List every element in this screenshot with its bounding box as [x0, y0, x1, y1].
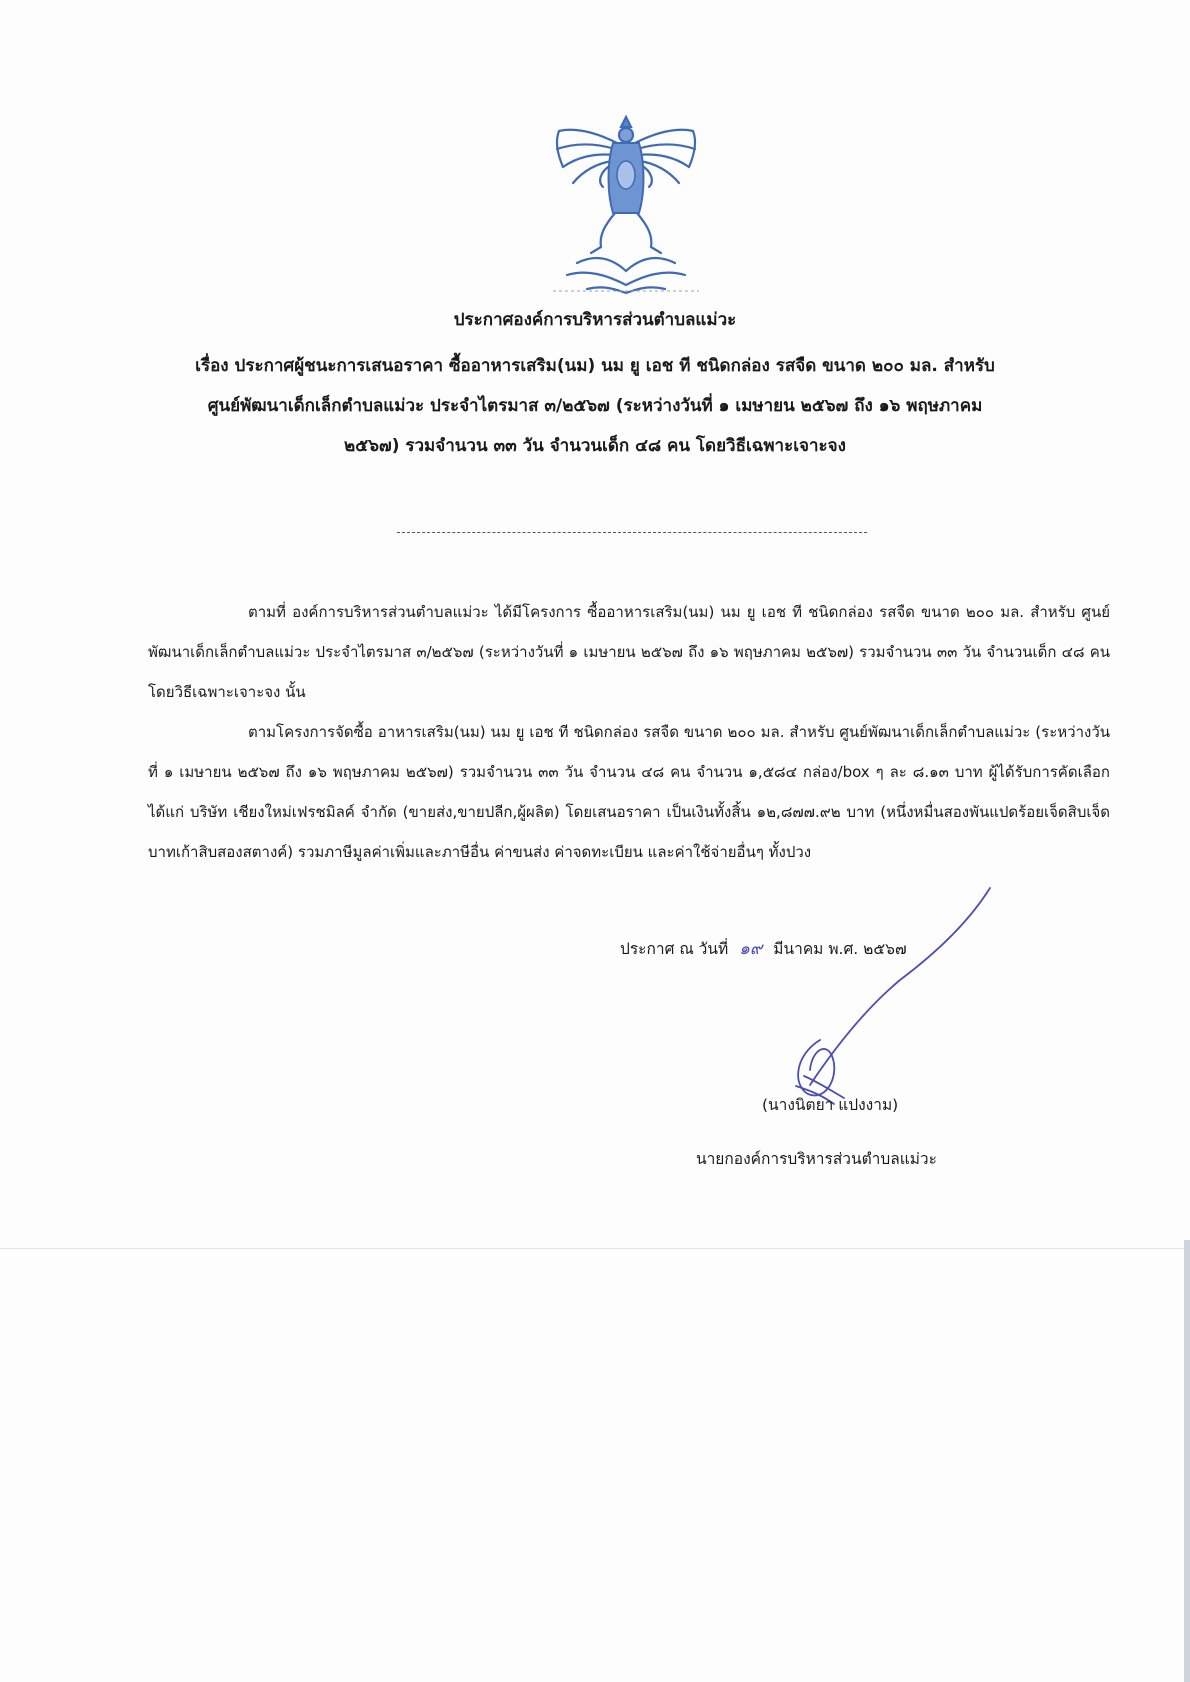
- body-paragraph-2: ตามโครงการจัดซื้อ อาหารเสริม(นม) นม ยู เอช ที ชนิดกล่อง รสจืด ขนาด ๒๐๐ มล. สำหรับ ศูนย์พัฒนาเด็กเล็กตำบลแม่วะ (ระหว่างวันที่ ๑ เมษายน ๒๕๖๗ ถึง ๑๖ พฤษภาคม ๒๕๖๗) รวมจำนวน ๓๓ วัน จำนวน ๔๘ คน จำนวน ๑,๕๘๔ กล่อง/box ๆ ละ ๘.๑๓ บาท ผู้ได้รับการคัดเลือก ได้แก่ บริษัท เชียงใหม่เฟรชมิลค์ จำกัด (ขายส่ง,ขายปลีก,ผู้ผลิต) โดยเสนอราคา เป็นเงินทั้งสิ้น ๑๒,๘๗๗.๙๒ บาท (หนึ่งหมื่นสองพันแปดร้อยเจ็ดสิบเจ็ดบาทเก้าสิบสองสตางค์) รวมภาษีมูลค่าเพิ่มและภาษีอื่น ค่าขนส่ง ค่าจดทะเบียน และค่าใช้จ่ายอื่นๆ ทั้งปวง: [148, 723, 1110, 861]
- announcement-subject: [150, 346, 1040, 466]
- announce-month-year: มีนาคม พ.ศ. ๒๕๖๗: [773, 940, 907, 958]
- body-paragraph-1: ตามที่ องค์การบริหารส่วนตำบลแม่วะ ได้มีโครงการ ซื้ออาหารเสริม(นม) นม ยู เอช ที ชนิดกล่อง รสจืด ขนาด ๒๐๐ มล. สำหรับ ศูนย์พัฒนาเด็กเล็กตำบลแม่วะ ประจำไตรมาส ๓/๒๕๖๗ (ระหว่างวันที่ ๑ เมษายน ๒๕๖๗ ถึง ๑๖ พฤษภาคม ๒๕๖๗) รวมจำนวน ๓๓ วัน จำนวนเด็ก ๔๘ คน โดยวิธีเฉพาะเจาะจง นั้น: [148, 603, 1110, 701]
- signer-position: นายกองค์การบริหารส่วนตำบลแม่วะ: [696, 1150, 937, 1168]
- garuda-emblem-icon: [547, 113, 705, 295]
- signer-name: (นางนิตยา แปงงาม): [762, 1096, 899, 1114]
- organization-title: ประกาศองค์การบริหารส่วนตำบลแม่วะ: [453, 310, 737, 330]
- section-divider: [397, 532, 867, 533]
- scan-edge-shadow: [1184, 1240, 1190, 1682]
- announce-prefix: ประกาศ ณ วันที่: [620, 940, 729, 958]
- subject-line: เรื่อง ประกาศผู้ชนะการเสนอราคา ซื้ออาหารเสริม(นม) นม ยู เอช ที ชนิดกล่อง รสจืด ขนาด ๒๐๐ มล. สำหรับ: [195, 356, 995, 376]
- page-fold-line: [0, 1248, 1190, 1249]
- handwritten-day: ๑๙: [739, 939, 763, 959]
- subject-line: ศูนย์พัฒนาเด็กเล็กตำบลแม่วะ ประจำไตรมาส ๓/๒๕๖๗ (ระหว่างวันที่ ๑ เมษายน ๒๕๖๗ ถึง ๑๖ พฤษภาคม: [207, 396, 983, 416]
- subject-line: ๒๕๖๗) รวมจำนวน ๓๓ วัน จำนวนเด็ก ๔๘ คน โดยวิธีเฉพาะเจาะจง: [344, 436, 846, 456]
